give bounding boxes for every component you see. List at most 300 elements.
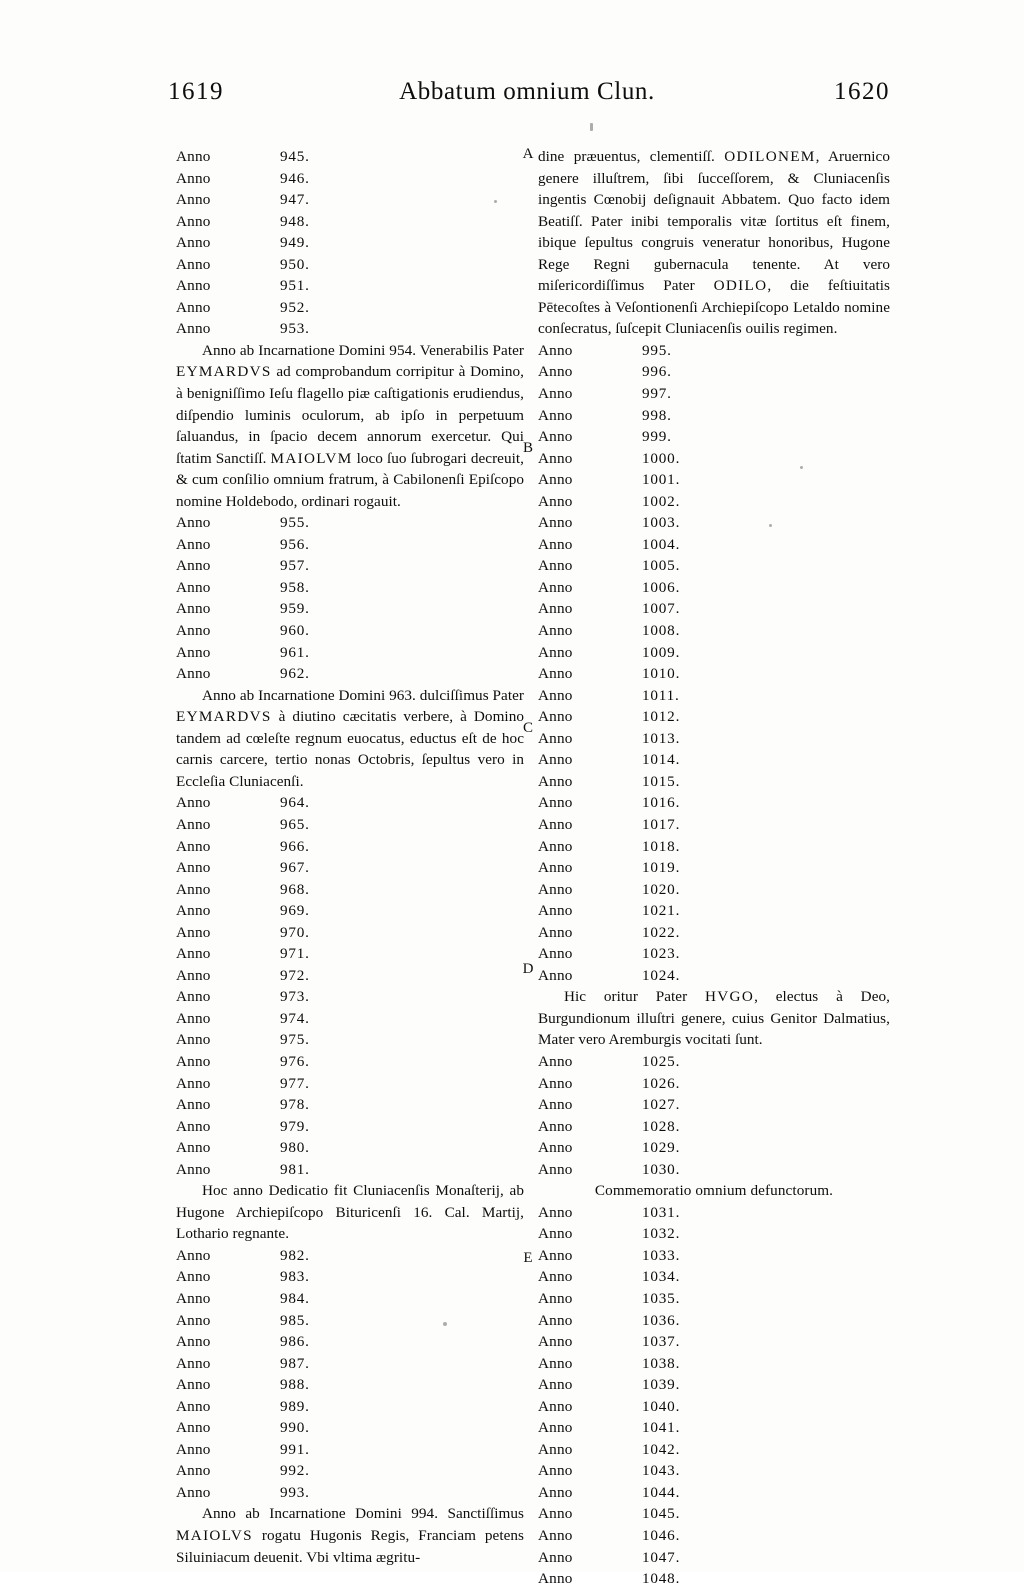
annal-block-964-981 [176,792,524,1180]
annal-year: 945. [280,148,310,165]
annal-label: Anno [538,492,573,510]
annal-year: 1028. [642,1117,681,1135]
annal-row [538,943,890,965]
proper-name: MAIOLVM [270,449,353,467]
annal-year: 967. [280,859,310,877]
annal-year: 974. [280,1009,310,1027]
annal-year: 947. [280,191,310,209]
annal-year: 991. [280,1440,310,1458]
annal-year: 966. [280,837,310,855]
annal-row [176,1159,524,1181]
annal-row [538,1245,890,1267]
annal-row [176,900,524,922]
annal-year: 968. [280,880,310,898]
folio-number-left: 1619 [168,78,224,105]
annal-label: Anno [176,212,211,230]
annal-year: 1038. [642,1354,681,1372]
annal-year: 1032. [642,1225,681,1243]
annal-year: 949. [280,234,310,252]
annal-label: Anno [176,945,211,963]
margin-letter-e: E [523,1250,533,1266]
annal-label: Anno [176,1009,211,1027]
annal-row [176,1245,524,1267]
proper-name: EYMARDVS [176,708,272,726]
annal-row [176,922,524,944]
annal-row [538,555,890,577]
annal-label: Anno [176,1139,211,1157]
annal-year: 978. [280,1096,310,1114]
annal-year: 987. [280,1354,310,1372]
annal-label: Anno [538,1117,573,1135]
annal-row [538,1266,890,1288]
annal-row [176,189,524,211]
annal-label: Anno [538,1203,573,1221]
annal-label: Anno [538,945,573,963]
annal-year: 1043. [642,1462,681,1480]
annal-row [176,1137,524,1159]
annal-row [538,1137,890,1159]
annal-year: 1009. [642,643,681,661]
commemoratio-heading: Commemoratio omnium defunctorum. [594,1182,834,1200]
annal-label: Anno [538,1397,573,1415]
annal-row [176,965,524,987]
annal-year: 951. [280,277,310,295]
annal-row [176,1482,524,1504]
annal-year: 1045. [642,1505,681,1523]
page-title: Abbatum omnium Clun. [399,78,655,105]
annal-row [176,555,524,577]
annal-year: 1022. [642,923,681,941]
annal-year: 955. [280,514,310,532]
scan-speck [494,200,497,203]
annal-year: 998. [642,406,672,424]
annal-year: 986. [280,1333,310,1351]
annal-block-995-1024 [538,340,890,986]
annal-year: 962. [280,665,310,683]
annal-row [538,1439,890,1461]
proper-name: MAIOLVS [176,1527,253,1544]
annal-row [538,512,890,534]
annal-row [176,986,524,1008]
annal-year: 1010. [642,665,681,683]
annal-label: Anno [176,988,211,1006]
annal-label: Anno [538,859,573,877]
annal-year: 997. [642,385,672,403]
annal-year: 1011. [642,686,680,704]
annal-row [176,1094,524,1116]
annal-label: Anno [538,428,573,446]
annal-row [538,965,890,987]
annal-year: 1031. [642,1203,681,1221]
annal-label: Anno [176,880,211,898]
annal-year: 1044. [642,1483,681,1501]
proper-name: EYMARDVS [176,363,272,381]
scan-speck [800,466,803,469]
margin-letter-c: C [522,720,533,736]
annal-row [176,1417,524,1439]
annal-label: Anno [538,535,573,553]
annal-year: 958. [280,578,310,596]
annal-label: Anno [176,169,211,187]
annal-year: 959. [280,600,310,618]
annal-block-1025-1030 [538,1051,890,1180]
annal-year: 1047. [642,1548,681,1566]
annal-label: Anno [176,1376,211,1394]
annal-year: 1000. [642,449,681,467]
annal-row [538,1482,890,1504]
annal-year: 1020. [642,880,681,898]
annal-year: 1040. [642,1397,681,1415]
annal-row [176,620,524,642]
annal-year: 1025. [642,1052,681,1070]
annal-year: 1012. [642,708,681,726]
annal-label: Anno [538,1074,573,1092]
annal-year: 980. [280,1139,310,1157]
annal-year: 977. [280,1074,310,1092]
annal-row [176,1396,524,1418]
annal-row [538,598,890,620]
annal-label: Anno [538,1419,573,1437]
annal-row [176,211,524,233]
annal-year: 1015. [642,772,681,790]
annal-row [176,146,524,168]
annal-year: 979. [280,1117,310,1135]
annal-row [538,1353,890,1375]
annal-year: 984. [280,1289,310,1307]
annal-label: Anno [176,557,211,575]
annal-year: 1030. [642,1160,681,1178]
annal-row [538,448,890,470]
annal-row [538,1503,890,1525]
annal-label: Anno [538,622,573,640]
annal-year: 1033. [642,1246,681,1264]
annal-row [176,1008,524,1030]
annal-year: 976. [280,1052,310,1070]
annal-year: 1004. [642,535,681,553]
annal-year: 989. [280,1397,310,1415]
annal-year: 1036. [642,1311,681,1329]
annal-label: Anno [176,622,211,640]
annal-year: 993. [280,1483,310,1501]
annal-label: Anno [176,1483,211,1501]
annal-label: Anno [176,643,211,661]
annal-row [176,1288,524,1310]
annal-label: Anno [176,535,211,553]
annal-label: Anno [176,1096,211,1114]
annal-row [538,1073,890,1095]
annal-label: Anno [176,665,211,683]
paragraph-odilo: dine præuentus, clementiſſ. ODILONEM, Aruernico genere illuſtrem, ſibi ſucceſſorem, & Cluniacenſis ingentis Cœnobij deſignauit Abbatem. Quo facto idem Beatiſſ. Pater inibi temporalis vitæ ſortitus eſt finem, ibique ſepultus congruis veneratur honoribus, Hugone Rege Regni gubernacula tenente. At vero miſericordiſſimus Pater ODILO, die feſtiuitatis Pētecoſtes à Veſontionenſi Archiepiſcopo Letaldo nomine conſecratus, ſuſcepit Cluniacenſis ouilis regimen. [538,148,890,338]
margin-letter-a: A [522,146,534,162]
annal-row [538,491,890,513]
proper-name: ODILO [713,277,768,295]
annal-year: 1021. [642,902,681,920]
annal-block-955-962 [176,512,524,684]
annal-label: Anno [538,1354,573,1372]
annal-label: Anno [176,320,211,338]
annal-row [538,405,890,427]
annal-label: Anno [176,277,211,295]
annal-row [176,318,524,340]
margin-letter-b: B [522,440,533,456]
annal-row [538,426,890,448]
annal-year: 1019. [642,859,681,877]
annal-label: Anno [538,406,573,424]
annal-label: Anno [176,1419,211,1437]
annal-label: Anno [176,578,211,596]
annal-year: 965. [280,815,310,833]
annal-row [538,1051,890,1073]
annal-year: 969. [280,902,310,920]
annal-row [176,857,524,879]
right-column [538,146,890,1590]
scan-speck [443,1322,447,1326]
annal-year: 1042. [642,1440,681,1458]
annal-year: 1039. [642,1376,681,1394]
annal-year: 973. [280,988,310,1006]
annal-row [538,836,890,858]
annal-row [538,1094,890,1116]
annal-year: 1008. [642,622,681,640]
annal-row [538,340,890,362]
left-column [176,146,524,1568]
annal-label: Anno [538,1548,573,1566]
annal-row [538,1417,890,1439]
annal-label: Anno [538,902,573,920]
annal-year: 960. [280,622,310,640]
annal-year: 1046. [642,1527,681,1544]
annal-year: 950. [280,255,310,273]
annal-year: 953. [280,320,310,338]
annal-year: 995. [642,341,672,359]
annal-year: 1027. [642,1096,681,1114]
annal-row [176,1460,524,1482]
annal-label: Anno [538,665,573,683]
annal-year: 1048. [642,1570,681,1588]
annal-block-945-953 [176,146,524,340]
annal-label: Anno [538,1225,573,1243]
annal-row [538,469,890,491]
annal-label: Anno [538,837,573,855]
running-head [168,78,890,124]
annal-year: 1016. [642,794,681,812]
annal-row [538,1223,890,1245]
annal-year: 999. [642,428,672,446]
annal-row [176,836,524,858]
annal-year: 1023. [642,945,681,963]
annal-year: 996. [642,363,672,381]
annal-row [538,642,890,664]
annal-label: Anno [538,1311,573,1329]
annal-row [176,879,524,901]
annal-row [176,1310,524,1332]
annal-row [176,1331,524,1353]
annal-year: 992. [280,1462,310,1480]
annal-year: 952. [280,298,310,316]
annal-label: Anno [538,341,573,359]
annal-row [176,1374,524,1396]
annal-label: Anno [176,1117,211,1135]
annal-year: 1017. [642,815,681,833]
annal-label: Anno [176,1311,211,1329]
annal-row [176,598,524,620]
annal-year: 1024. [642,966,681,984]
annal-label: Anno [176,1397,211,1415]
annal-row [538,749,890,771]
annal-row [176,1051,524,1073]
scan-speck [590,123,593,131]
annal-label: Anno [176,600,211,618]
annal-label: Anno [176,1289,211,1307]
annal-year: 1018. [642,837,681,855]
annal-label: Anno [538,363,573,381]
annal-row [176,254,524,276]
annal-row [538,792,890,814]
annal-row [538,922,890,944]
annal-label: Anno [176,148,211,165]
annal-block-982-993 [176,1245,524,1504]
annal-row [538,663,890,685]
annal-row [176,943,524,965]
annal-year: 975. [280,1031,310,1049]
annal-label: Anno [176,1268,211,1286]
annal-row [176,577,524,599]
annal-row [538,900,890,922]
annal-year: 1034. [642,1268,681,1286]
annal-label: Anno [538,1052,573,1070]
annal-label: Anno [538,1160,573,1178]
annal-label: Anno [176,298,211,316]
annal-label: Anno [176,923,211,941]
annal-row [176,814,524,836]
annal-year: 983. [280,1268,310,1286]
margin-letter-d: D [522,961,534,977]
annal-label: Anno [176,1052,211,1070]
annal-label: Anno [538,1268,573,1286]
annal-label: Anno [538,1527,573,1544]
annal-row [538,1547,890,1569]
annal-row [538,706,890,728]
annal-year: 1035. [642,1289,681,1307]
annal-label: Anno [176,1333,211,1351]
annal-year: 956. [280,535,310,553]
annal-label: Anno [176,514,211,532]
annal-label: Anno [538,880,573,898]
annal-row [538,728,890,750]
annal-label: Anno [538,578,573,596]
annal-label: Anno [176,1440,211,1458]
annal-year: 1001. [642,471,681,489]
annal-label: Anno [538,385,573,403]
annal-label: Anno [538,1376,573,1394]
annal-label: Anno [538,1333,573,1351]
annal-row [176,642,524,664]
annal-year: 1007. [642,600,681,618]
annal-year: 957. [280,557,310,575]
annal-row [176,297,524,319]
annal-label: Anno [538,815,573,833]
folio-number-right: 1620 [834,78,890,105]
annal-label: Anno [538,751,573,769]
annal-row [176,168,524,190]
annal-year: 1006. [642,578,681,596]
paragraph-dedicatio: Hoc anno Dedicatio fit Cluniacenſis Monaſterij, ab Hugone Archiepiſcopo Bituricenſi 16. Cal. Martij, Lothario regnante. [176,1182,524,1243]
annal-row [176,1439,524,1461]
annal-label: Anno [176,1246,211,1264]
annal-year: 948. [280,212,310,230]
paragraph-eymardus-954: Anno ab Incarnatione Domini 954. Venerabilis Pater EYMARDVS ad comprobandum corripitur à Domino, à benigniſſimo Ieſu flagello piæ caſtigationis erudiendus, diſpendio luminis oculorum, ab ipſo in perpetuum ſaluandus, in ſpacio decem annorum exercetur. Qui ſtatim Sanctiſſ. MAIOLVM loco ſuo ſubrogari decreuit, & cum conſilio omnium fratrum, à Cabilonenſi Epiſcopo nomine Holdebodo, ordinari rogauit. [176,341,524,510]
scan-speck [769,524,772,527]
annal-row [538,1331,890,1353]
annal-label: Anno [538,1462,573,1480]
annal-row [176,1116,524,1138]
annal-block-1031-1048 [538,1202,890,1590]
annal-label: Anno [538,1570,573,1588]
annal-label: Anno [538,557,573,575]
annal-label: Anno [176,1160,211,1178]
annal-row [176,1029,524,1051]
annal-row [176,663,524,685]
annal-label: Anno [538,1246,573,1264]
annal-label: Anno [538,600,573,618]
annal-row [538,1159,890,1181]
proper-name: HVGO [705,988,755,1006]
annal-year: 961. [280,643,310,661]
annal-label: Anno [538,966,573,984]
annal-year: 1002. [642,492,681,510]
annal-year: 970. [280,923,310,941]
annal-label: Anno [538,1096,573,1114]
annal-label: Anno [538,514,573,532]
annal-year: 972. [280,966,310,984]
annal-label: Anno [176,234,211,252]
annal-label: Anno [176,837,211,855]
annal-row [176,1353,524,1375]
annal-row [538,577,890,599]
annal-year: 1003. [642,514,681,532]
annal-row [176,534,524,556]
annal-label: Anno [176,1462,211,1480]
annal-row [176,1073,524,1095]
annal-row [538,1202,890,1224]
annal-row [538,879,890,901]
annal-label: Anno [538,686,573,704]
annal-row [538,1288,890,1310]
paragraph-hugo: Hic oritur Pater HVGO, electus à Deo, Burgundionum illuſtri genere, cuius Genitor Dalmatius, Mater vero Aremburgis vocitati ſunt. [538,988,890,1049]
annal-row [538,620,890,642]
annal-row [538,1460,890,1482]
annal-row [538,534,890,556]
annal-label: Anno [176,1031,211,1049]
annal-label: Anno [176,902,211,920]
annal-row [176,1266,524,1288]
annal-row [538,1396,890,1418]
annal-year: 1037. [642,1333,681,1351]
annal-year: 971. [280,945,310,963]
annal-row [176,512,524,534]
annal-row [538,857,890,879]
annal-row [538,383,890,405]
annal-year: 982. [280,1246,310,1264]
annal-row [538,1374,890,1396]
annal-label: Anno [176,859,211,877]
annal-year: 990. [280,1419,310,1437]
annal-label: Anno [538,471,573,489]
annal-row [176,232,524,254]
annal-label: Anno [176,1354,211,1372]
annal-year: 1005. [642,557,681,575]
annal-row [538,685,890,707]
